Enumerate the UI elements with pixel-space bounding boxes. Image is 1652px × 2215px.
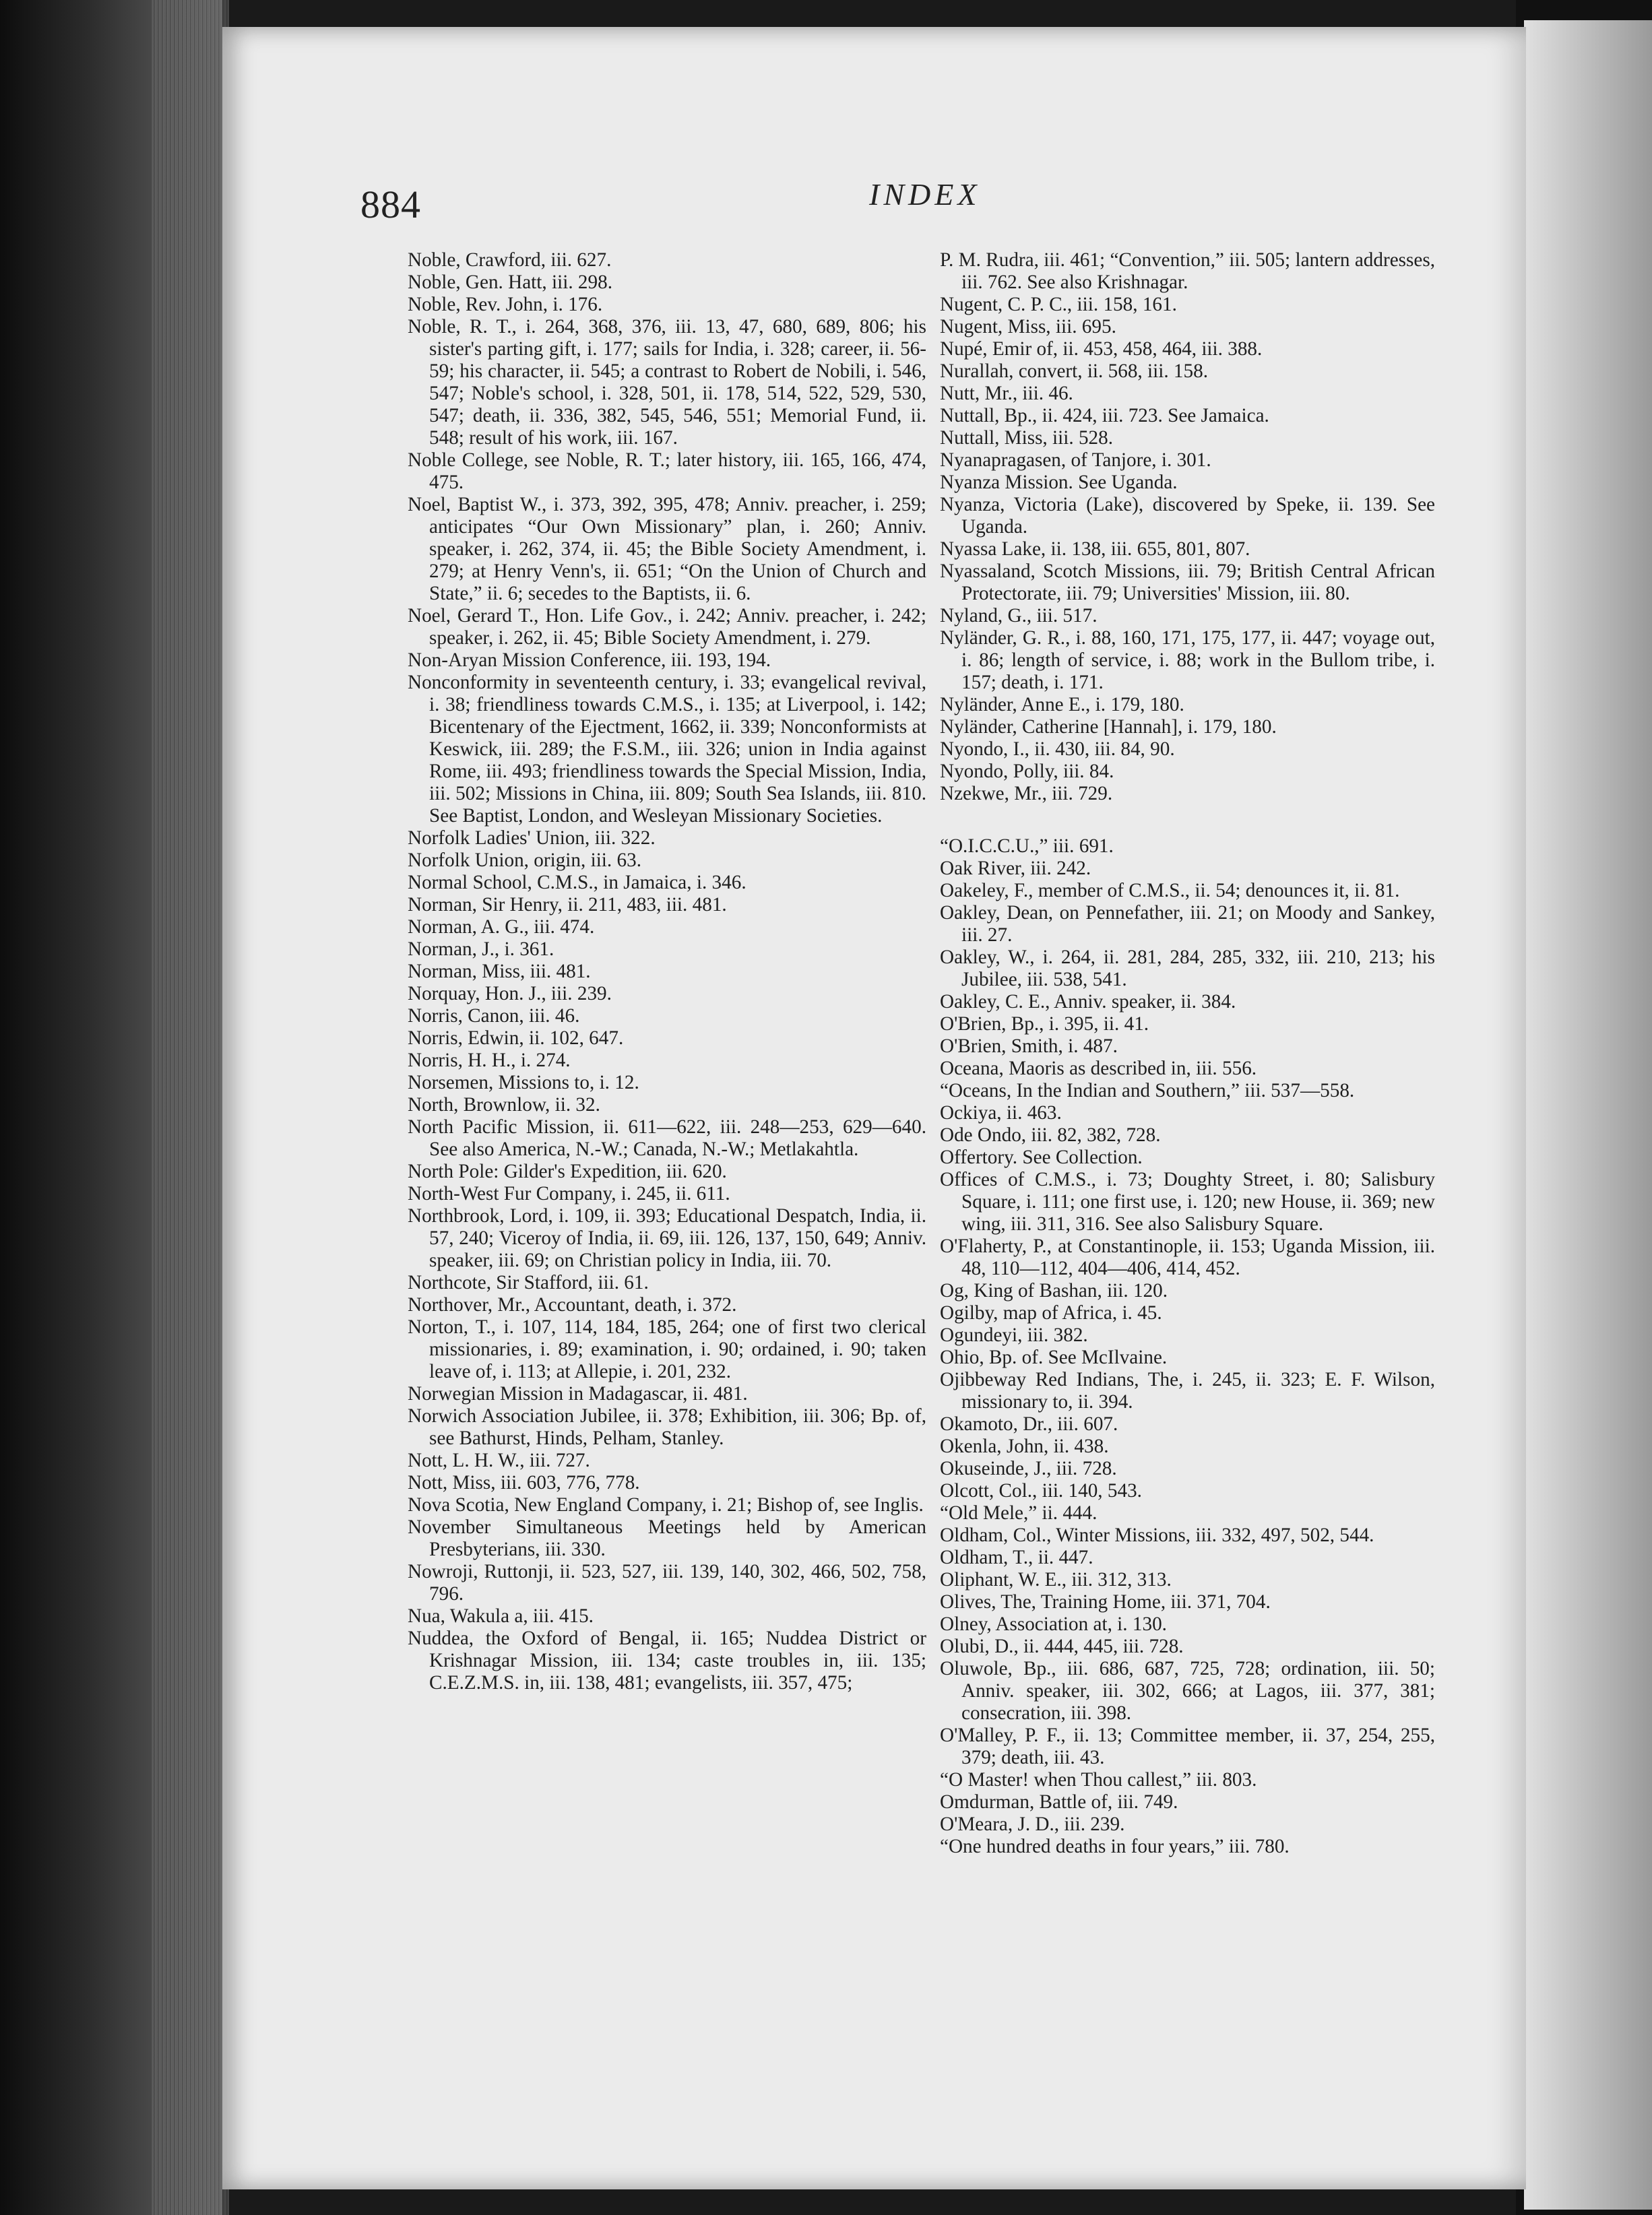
index-entry: Oakley, Dean, on Pennefather, iii. 21; on Moody and Sankey, iii. 27. bbox=[940, 902, 1435, 946]
index-entry: Noble, Crawford, iii. 627. bbox=[408, 249, 612, 271]
index-entry: Nott, L. H. W., iii. 727. bbox=[408, 1450, 590, 1471]
index-section-n-continued bbox=[940, 249, 1435, 805]
index-entry: P. M. Rudra, iii. 461; “Convention,” iii. 505; lantern addresses, iii. 762. See also Krishnagar. bbox=[940, 249, 1435, 293]
page-edges-texture bbox=[152, 0, 229, 2215]
index-entry: Nyland, G., iii. 517. bbox=[940, 605, 1098, 627]
index-entry: Og, King of Bashan, iii. 120. bbox=[940, 1280, 1168, 1302]
index-entry: Olcott, Col., iii. 140, 543. bbox=[940, 1480, 1142, 1502]
index-entry: Nyländer, Catherine [Hannah], i. 179, 180. bbox=[940, 716, 1277, 738]
index-entry: Nyanza Mission. See Uganda. bbox=[940, 472, 1178, 493]
index-entry: Nyassaland, Scotch Missions, iii. 79; British Central African Protectorate, iii. 79; Universities' Mission, iii. 80. bbox=[940, 560, 1435, 604]
next-page-edge bbox=[1524, 20, 1652, 2210]
index-entry: Oakley, W., i. 264, ii. 281, 284, 285, 332, iii. 210, 213; his Jubilee, iii. 538, 541. bbox=[940, 946, 1435, 990]
index-entry: “O Master! when Thou callest,” iii. 803. bbox=[940, 1769, 1257, 1791]
index-entry: Nugent, Miss, iii. 695. bbox=[940, 316, 1116, 338]
index-entry: Olney, Association at, i. 130. bbox=[940, 1613, 1167, 1635]
index-entry: Okenla, John, ii. 438. bbox=[940, 1436, 1109, 1457]
section-gap bbox=[940, 805, 1435, 835]
index-entry: Nyondo, I., ii. 430, iii. 84, 90. bbox=[940, 738, 1175, 760]
index-entry: Norwegian Mission in Madagascar, ii. 481. bbox=[408, 1383, 748, 1405]
index-entry: Nova Scotia, New England Company, i. 21; Bishop of, see Inglis. bbox=[408, 1494, 924, 1516]
index-entry: “Old Mele,” ii. 444. bbox=[940, 1502, 1098, 1524]
index-entry: Northover, Mr., Accountant, death, i. 372. bbox=[408, 1294, 737, 1316]
index-entry: “O.I.C.C.U.,” iii. 691. bbox=[940, 835, 1114, 857]
index-entry: Omdurman, Battle of, iii. 749. bbox=[940, 1791, 1178, 1813]
index-entry: Ojibbeway Red Indians, The, i. 245, ii. 323; E. F. Wilson, missionary to, ii. 394. bbox=[940, 1369, 1435, 1413]
index-entry: Ogundeyi, iii. 382. bbox=[940, 1324, 1088, 1346]
index-entry: Olubi, D., ii. 444, 445, iii. 728. bbox=[940, 1636, 1184, 1657]
index-entry: Oldham, Col., Winter Missions, iii. 332, 497, 502, 544. bbox=[940, 1524, 1374, 1546]
index-column-right bbox=[940, 249, 1435, 1858]
index-entry: Ogilby, map of Africa, i. 45. bbox=[940, 1302, 1162, 1324]
index-entry: O'Meara, J. D., iii. 239. bbox=[940, 1813, 1125, 1835]
index-entry: Nott, Miss, iii. 603, 776, 778. bbox=[408, 1472, 640, 1494]
running-head: INDEX bbox=[869, 177, 981, 212]
index-entry: O'Brien, Smith, i. 487. bbox=[940, 1035, 1118, 1057]
index-entry: Nowroji, Ruttonji, ii. 523, 527, iii. 139, 140, 302, 466, 502, 758, 796. bbox=[408, 1561, 926, 1605]
index-column-left bbox=[408, 249, 926, 1694]
index-entry: O'Brien, Bp., i. 395, ii. 41. bbox=[940, 1013, 1149, 1035]
index-entry: Ockiya, ii. 463. bbox=[940, 1102, 1062, 1124]
index-entry: North-West Fur Company, i. 245, ii. 611. bbox=[408, 1183, 730, 1205]
index-entry: Olives, The, Training Home, iii. 371, 704. bbox=[940, 1591, 1271, 1613]
index-entry: Oakley, C. E., Anniv. speaker, ii. 384. bbox=[940, 991, 1236, 1013]
index-entry: Normal School, C.M.S., in Jamaica, i. 346. bbox=[408, 872, 746, 893]
index-section-o bbox=[940, 835, 1435, 1858]
index-entry: Nyassa Lake, ii. 138, iii. 655, 801, 807. bbox=[940, 538, 1250, 560]
index-entry: Northcote, Sir Stafford, iii. 61. bbox=[408, 1272, 649, 1293]
index-entry: North Pacific Mission, ii. 611—622, iii. 248—253, 629—640. See also America, N.-W.; Canada, N.-W.; Metlakahtla. bbox=[408, 1116, 926, 1160]
index-entry: Oliphant, W. E., iii. 312, 313. bbox=[940, 1569, 1172, 1591]
index-entry: Norquay, Hon. J., iii. 239. bbox=[408, 983, 612, 1004]
index-entry: “Oceans, In the Indian and Southern,” iii. 537—558. bbox=[940, 1080, 1355, 1101]
index-entry: Norwich Association Jubilee, ii. 378; Exhibition, iii. 306; Bp. of, see Bathurst, Hinds, Pelham, Stanley. bbox=[408, 1405, 926, 1449]
index-entry: Nutt, Mr., iii. 46. bbox=[940, 383, 1073, 404]
index-entry: North, Brownlow, ii. 32. bbox=[408, 1094, 600, 1116]
index-entry: Norfolk Ladies' Union, iii. 322. bbox=[408, 827, 656, 849]
index-entry: Ohio, Bp. of. See McIlvaine. bbox=[940, 1347, 1168, 1368]
index-entry: Nzekwe, Mr., iii. 729. bbox=[940, 783, 1113, 804]
index-entry: Norris, H. H., i. 274. bbox=[408, 1050, 571, 1071]
index-entry: Norris, Canon, iii. 46. bbox=[408, 1005, 580, 1027]
index-entry: O'Malley, P. F., ii. 13; Committee member, ii. 37, 254, 255, 379; death, iii. 43. bbox=[940, 1725, 1435, 1768]
index-entry: North Pole: Gilder's Expedition, iii. 620. bbox=[408, 1161, 727, 1182]
index-entry: Noel, Gerard T., Hon. Life Gov., i. 242; Anniv. preacher, i. 242; speaker, i. 262, ii. 45; Bible Society Amendment, i. 279. bbox=[408, 605, 926, 649]
index-entry: Norman, Sir Henry, ii. 211, 483, iii. 481. bbox=[408, 894, 727, 916]
index-entry: Nyanza, Victoria (Lake), discovered by Speke, ii. 139. See Uganda. bbox=[940, 494, 1435, 538]
index-entry: “One hundred deaths in four years,” iii. 780. bbox=[940, 1836, 1290, 1857]
index-entry: Noel, Baptist W., i. 373, 392, 395, 478; Anniv. preacher, i. 259; anticipates “Our Own Missionary” plan, i. 260; Anniv. speaker, i. 262, 374, ii. 45; the Bible Society Amendment, i. 279; at Henry Venn's, ii. 651; “On the Union of Church and State,” ii. 6; secedes to the Baptists, ii. 6. bbox=[408, 494, 926, 604]
index-entry: Noble, Rev. John, i. 176. bbox=[408, 294, 603, 315]
index-entry: Ode Ondo, iii. 82, 382, 728. bbox=[940, 1124, 1161, 1146]
index-entry: Nuddea, the Oxford of Bengal, ii. 165; Nuddea District or Krishnagar Mission, iii. 134; caste troubles in, iii. 135; C.E.Z.M.S. in, iii. 138, 481; evangelists, iii. 357, 475; bbox=[408, 1628, 926, 1694]
page-number: 884 bbox=[360, 183, 421, 226]
index-entry: Oceana, Maoris as described in, iii. 556. bbox=[940, 1058, 1257, 1079]
index-entry: Norman, A. G., iii. 474. bbox=[408, 916, 595, 938]
index-entry: Northbrook, Lord, i. 109, ii. 393; Educational Despatch, India, ii. 57, 240; Viceroy of India, ii. 69, iii. 126, 137, 150, 649; Anniv. speaker, iii. 69; on Christian policy in India, iii. 70. bbox=[408, 1205, 926, 1271]
index-entry: Noble College, see Noble, R. T.; later history, iii. 165, 166, 474, 475. bbox=[408, 449, 926, 493]
index-entry: Okuseinde, J., iii. 728. bbox=[940, 1458, 1117, 1479]
index-entry: Nurallah, convert, ii. 568, iii. 158. bbox=[940, 360, 1209, 382]
index-entry: Oluwole, Bp., iii. 686, 687, 725, 728; ordination, iii. 50; Anniv. speaker, iii. 302, 666; at Lagos, iii. 377, 381; consecration, iii. 398. bbox=[940, 1658, 1435, 1724]
index-entry: Nugent, C. P. C., iii. 158, 161. bbox=[940, 294, 1177, 315]
index-entry: Nupé, Emir of, ii. 453, 458, 464, iii. 388. bbox=[940, 338, 1263, 360]
index-entry: Nyländer, Anne E., i. 179, 180. bbox=[940, 694, 1184, 715]
index-entry: Nonconformity in seventeenth century, i. 33; evangelical revival, i. 38; friendliness towards C.M.S., i. 135; at Liverpool, i. 142; Bicentenary of the Ejectment, 1662, ii. 339; Nonconformists at Keswick, iii. 289; the F.S.M., iii. 326; union in India against Rome, iii. 493; friendliness towards the Special Mission, India, iii. 502; Missions in China, iii. 809; South Sea Islands, iii. 810. See Baptist, London, and Wesleyan Missionary Societies. bbox=[408, 672, 926, 827]
index-entry: Norfolk Union, origin, iii. 63. bbox=[408, 849, 641, 871]
index-entry: November Simultaneous Meetings held by American Presbyterians, iii. 330. bbox=[408, 1516, 926, 1560]
index-entry: Nyanapragasen, of Tanjore, i. 301. bbox=[940, 449, 1211, 471]
index-entry: Norsemen, Missions to, i. 12. bbox=[408, 1072, 639, 1093]
index-entry: Oak River, iii. 242. bbox=[940, 858, 1091, 879]
index-entry: Non-Aryan Mission Conference, iii. 193, 194. bbox=[408, 649, 771, 671]
index-entry: Oldham, T., ii. 447. bbox=[940, 1547, 1093, 1568]
index-entry: O'Flaherty, P., at Constantinople, ii. 153; Uganda Mission, iii. 48, 110—112, 404—406, 414, 452. bbox=[940, 1235, 1435, 1279]
index-entry: Nuttall, Bp., ii. 424, iii. 723. See Jamaica. bbox=[940, 405, 1269, 426]
index-entry: Norton, T., i. 107, 114, 184, 185, 264; one of first two clerical missionaries, i. 89; examination, i. 90; ordained, i. 90; taken leave of, i. 113; at Allepie, i. 201, 232. bbox=[408, 1316, 926, 1382]
index-entry: Offices of C.M.S., i. 73; Doughty Street, i. 80; Salisbury Square, i. 111; one first use, i. 120; new House, ii. 369; new wing, iii. 311, 316. See also Salisbury Square. bbox=[940, 1169, 1435, 1235]
index-entry: Noble, R. T., i. 264, 368, 376, iii. 13, 47, 680, 689, 806; his sister's parting gift, i. 177; sails for India, i. 328; career, ii. 56-59; his character, ii. 545; a contrast to Robert de Nobili, i. 546, 547; Noble's school, i. 328, 501, ii. 178, 514, 522, 529, 530, 547; death, ii. 336, 382, 545, 546, 551; Memorial Fund, ii. 548; result of his work, iii. 167. bbox=[408, 316, 926, 449]
index-entry: Oakeley, F., member of C.M.S., ii. 54; denounces it, ii. 81. bbox=[940, 880, 1400, 901]
index-entry: Noble, Gen. Hatt, iii. 298. bbox=[408, 271, 612, 293]
index-entry: Okamoto, Dr., iii. 607. bbox=[940, 1413, 1118, 1435]
index-entry: Offertory. See Collection. bbox=[940, 1147, 1143, 1168]
index-entry: Nyländer, G. R., i. 88, 160, 171, 175, 177, ii. 447; voyage out, i. 86; length of service, i. 88; work in the Bullom tribe, i. 157; death, i. 171. bbox=[940, 627, 1435, 693]
index-entry: Norman, Miss, iii. 481. bbox=[408, 961, 591, 982]
index-entry: Norman, J., i. 361. bbox=[408, 938, 554, 960]
index-entry: Nyondo, Polly, iii. 84. bbox=[940, 761, 1114, 782]
index-entry: Norris, Edwin, ii. 102, 647. bbox=[408, 1027, 624, 1049]
index-entry: Nua, Wakula a, iii. 415. bbox=[408, 1605, 594, 1627]
index-entry: Nuttall, Miss, iii. 528. bbox=[940, 427, 1114, 449]
